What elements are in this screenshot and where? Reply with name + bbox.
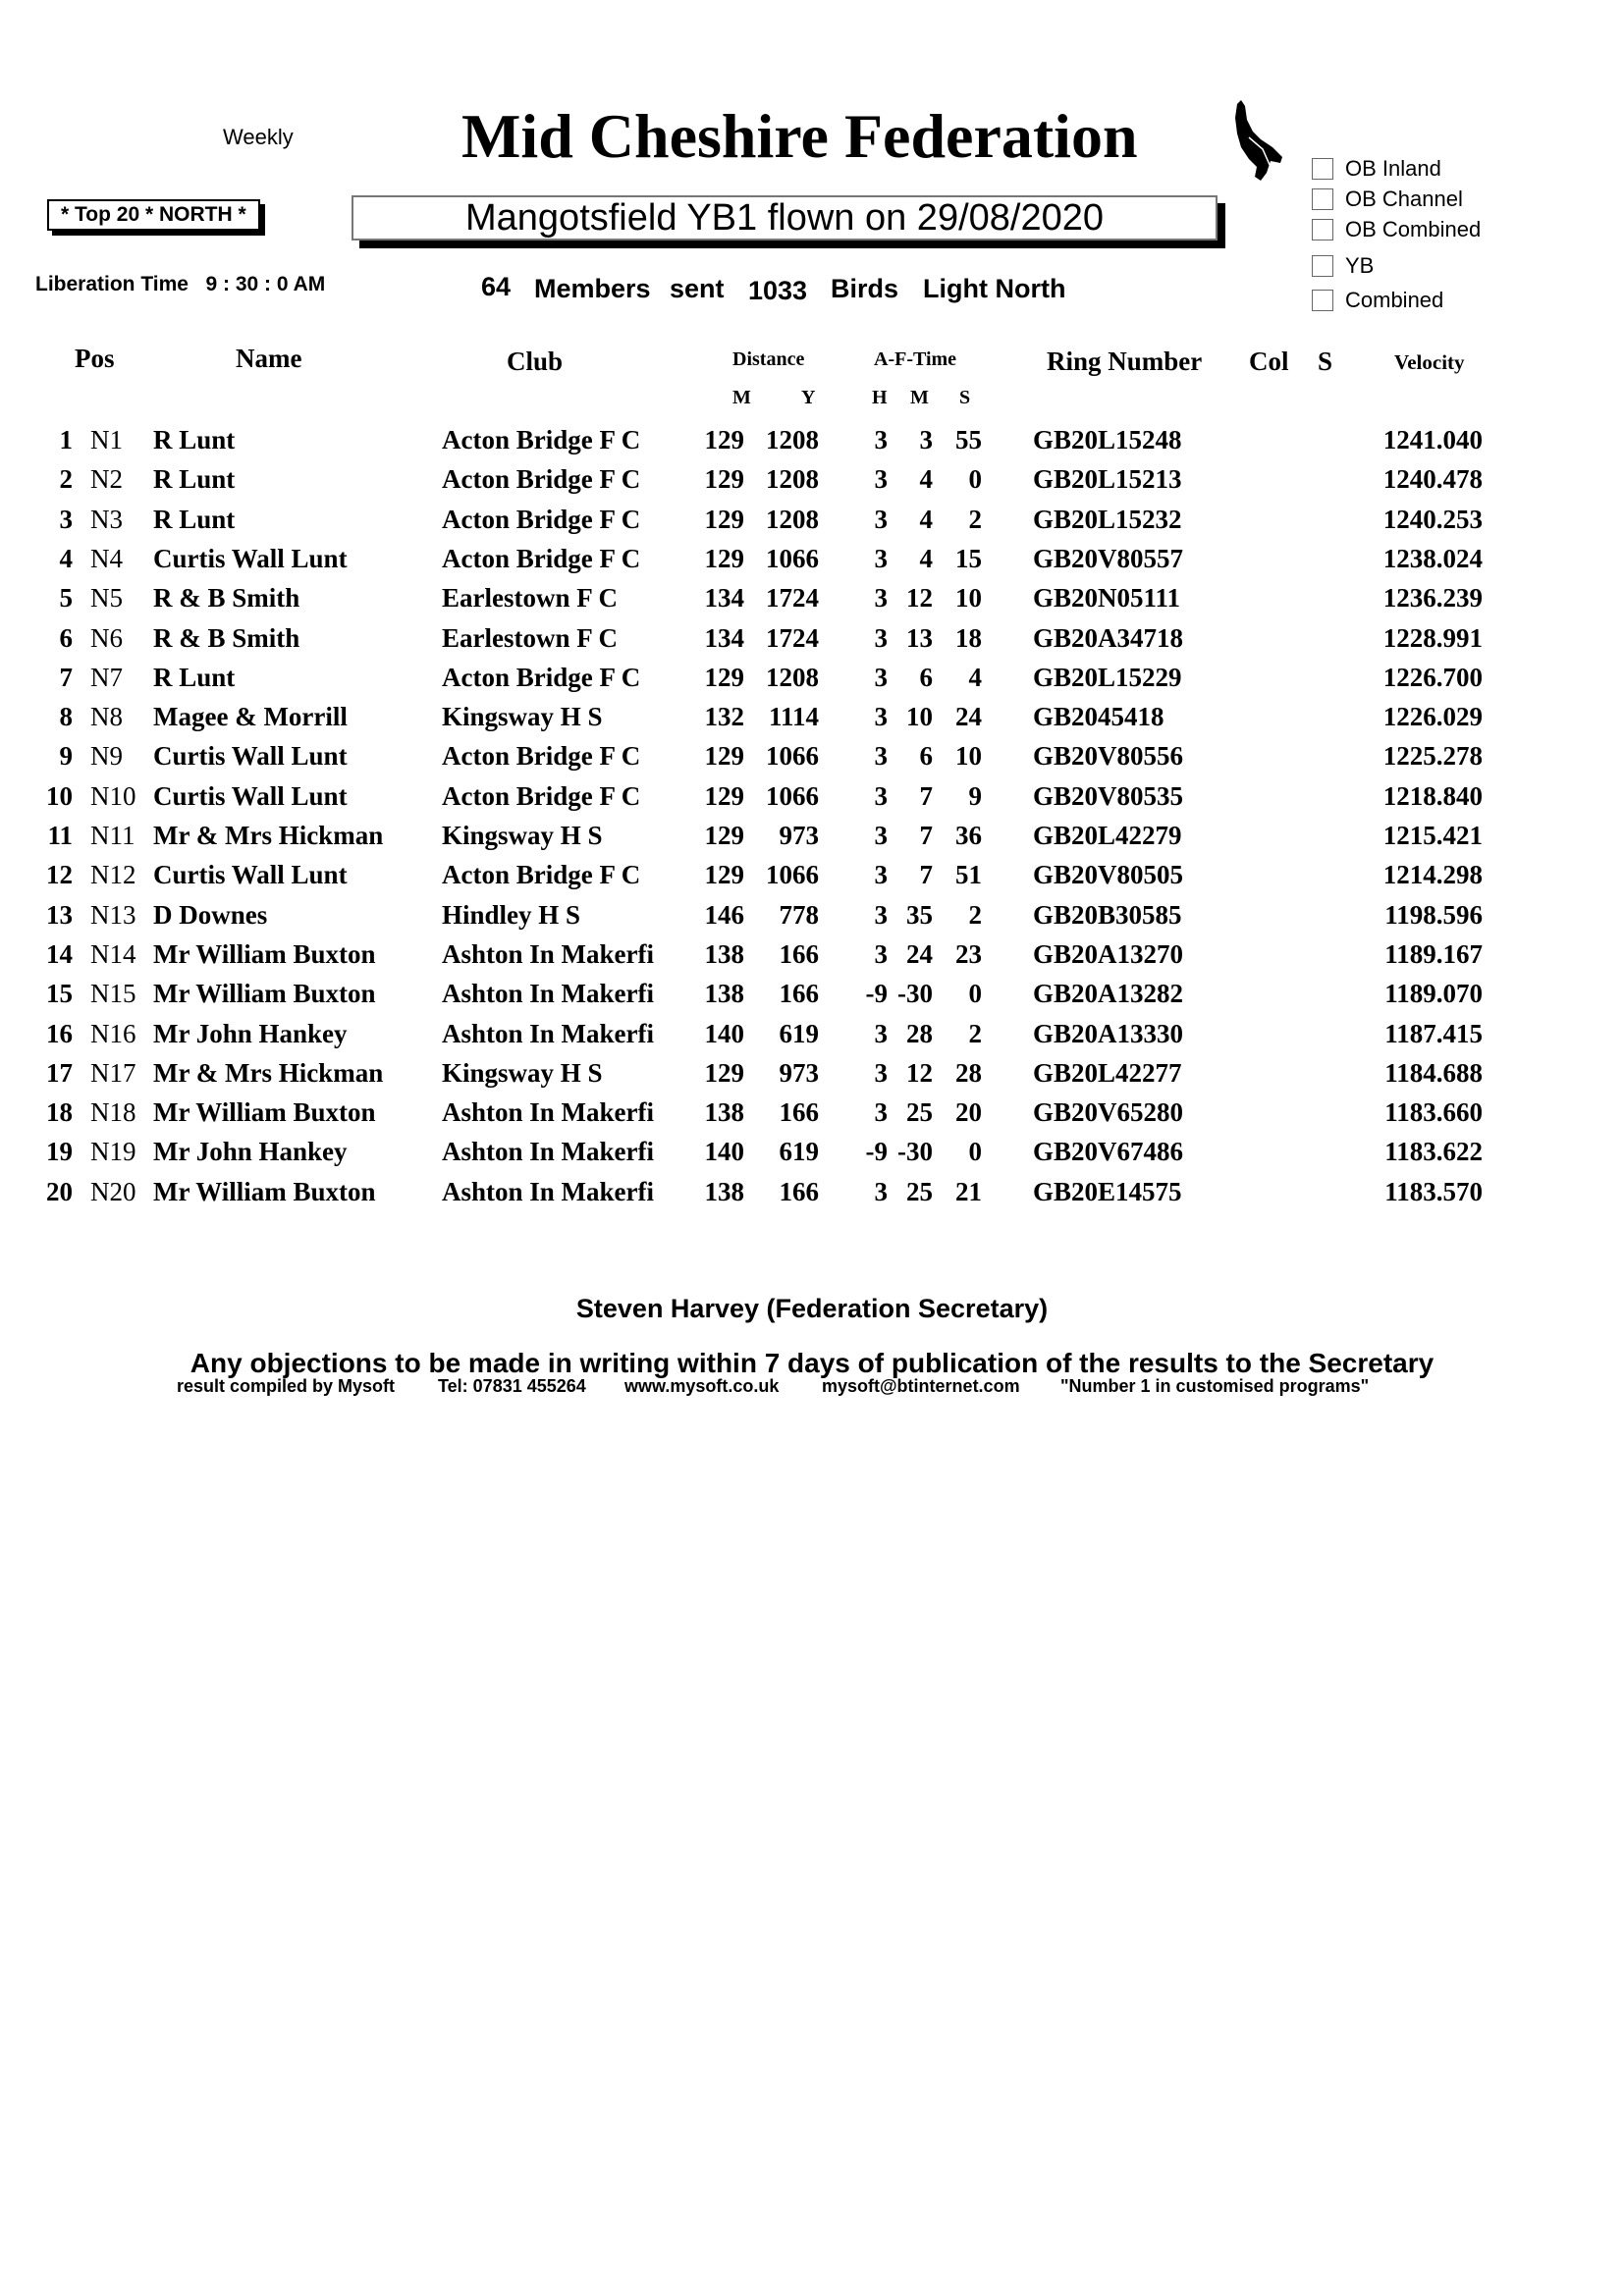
cell-miles: 132 [704, 702, 744, 732]
cell-name: Curtis Wall Lunt [153, 860, 348, 890]
cell-m: -30 [897, 1137, 933, 1167]
cell-name: Mr William Buxton [153, 979, 376, 1009]
cell-h: 3 [874, 1097, 888, 1128]
cell-h: 3 [874, 504, 888, 534]
cell-yards: 973 [779, 821, 819, 850]
cell-miles: 129 [704, 780, 744, 811]
table-row [0, 781, 1624, 821]
cell-m: 24 [906, 938, 933, 969]
members-label: Members [534, 274, 651, 303]
cell-pos: 16 [46, 1018, 73, 1048]
cell-name: Mr & Mrs Hickman [153, 821, 384, 850]
birds-count: 1033 [748, 276, 808, 305]
cell-club: Acton Bridge F C [442, 662, 641, 692]
cell-h: 3 [874, 543, 888, 573]
cell-miles: 134 [704, 583, 744, 614]
table-row [0, 425, 1624, 464]
cell-h: 3 [874, 583, 888, 614]
cell-m: 6 [919, 662, 933, 692]
cell-s: 18 [955, 622, 982, 653]
cell-pos: 15 [46, 979, 73, 1009]
table-row [0, 663, 1624, 702]
liberation-label: Liberation Time [35, 273, 189, 295]
cell-s: 10 [955, 583, 982, 614]
cell-s: 10 [955, 741, 982, 772]
table-row [0, 583, 1624, 622]
cell-ring: GB2045418 [1033, 702, 1164, 732]
cell-yards: 1066 [766, 741, 819, 772]
table-row [0, 623, 1624, 663]
cell-miles: 138 [704, 1176, 744, 1206]
cell-s: 2 [968, 1018, 982, 1048]
cell-code: N10 [90, 780, 136, 811]
cell-ring: GB20E14575 [1033, 1176, 1182, 1206]
cell-s: 2 [968, 899, 982, 930]
cell-code: N11 [90, 821, 135, 850]
cell-code: N5 [90, 583, 123, 614]
cell-pos: 2 [59, 464, 73, 495]
cell-s: 0 [968, 979, 982, 1009]
cell-pos: 8 [59, 702, 73, 732]
sent-label: sent [670, 274, 725, 303]
cell-m: 12 [906, 583, 933, 614]
cell-ring: GB20L15229 [1033, 662, 1182, 692]
cell-velocity: 1225.278 [1382, 741, 1483, 772]
cell-h: 3 [874, 425, 888, 454]
cell-club: Kingsway H S [442, 702, 603, 732]
table-row [0, 1137, 1624, 1176]
cell-code: N15 [90, 979, 136, 1009]
cell-h: 3 [874, 1176, 888, 1206]
cell-pos: 4 [59, 543, 73, 573]
cell-yards: 1114 [768, 702, 819, 732]
cell-m: 28 [906, 1018, 933, 1048]
cell-club: Ashton In Makerfi [442, 938, 655, 969]
cell-pos: 6 [59, 622, 73, 653]
cell-ring: GB20V80505 [1033, 860, 1184, 890]
cell-name: Curtis Wall Lunt [153, 741, 348, 772]
cell-ring: GB20L15213 [1033, 464, 1182, 495]
cell-code: N6 [90, 622, 123, 653]
cell-club: Kingsway H S [442, 821, 603, 850]
cell-m: 12 [906, 1057, 933, 1088]
cell-m: 4 [919, 543, 933, 573]
option-checkbox[interactable] [1312, 219, 1333, 240]
option-label: OB Combined [1345, 217, 1482, 241]
cell-s: 51 [955, 860, 982, 890]
col-aftime-hours: H [872, 387, 888, 408]
cell-ring: GB20V80535 [1033, 780, 1184, 811]
cell-h: 3 [874, 741, 888, 772]
cell-h: 3 [874, 1018, 888, 1048]
objections-notice: Any objections to be made in writing within 7 days of publication of the results to the Secretary [189, 1348, 1435, 1378]
cell-m: 13 [906, 622, 933, 653]
cell-club: Earlestown F C [442, 583, 618, 614]
cell-pos: 10 [46, 780, 73, 811]
cell-h: 3 [874, 464, 888, 495]
cell-pos: 7 [59, 662, 73, 692]
cell-h: 3 [874, 702, 888, 732]
cell-code: N17 [90, 1057, 136, 1088]
cell-club: Ashton In Makerfi [442, 1137, 655, 1167]
cell-pos: 9 [59, 741, 73, 772]
option-checkbox[interactable] [1312, 255, 1333, 277]
cell-h: 3 [874, 899, 888, 930]
cell-miles: 129 [704, 821, 744, 850]
table-row [0, 939, 1624, 979]
cell-yards: 1724 [766, 622, 819, 653]
cell-ring: GB20V80557 [1033, 543, 1184, 573]
cell-code: N9 [90, 741, 123, 772]
cell-pos: 19 [46, 1137, 73, 1167]
cell-m: 6 [919, 741, 933, 772]
cell-name: R Lunt [153, 662, 236, 692]
col-distance-yards: Y [801, 387, 816, 408]
col-distance-miles: M [732, 387, 751, 408]
cell-code: N12 [90, 860, 136, 890]
cell-s: 36 [955, 821, 982, 850]
cell-ring: GB20L15232 [1033, 504, 1182, 534]
cell-velocity: 1215.421 [1382, 821, 1483, 850]
cell-code: N19 [90, 1137, 136, 1167]
option-2[interactable] [1312, 217, 1481, 242]
option-label: Combined [1345, 288, 1444, 312]
cell-s: 0 [968, 1137, 982, 1167]
cell-yards: 1208 [766, 464, 819, 495]
cell-m: 35 [906, 899, 933, 930]
cell-miles: 146 [704, 899, 744, 930]
weekly-label: Weekly [223, 125, 294, 149]
cell-yards: 166 [779, 979, 819, 1009]
option-checkbox[interactable] [1312, 290, 1333, 311]
cell-ring: GB20L15248 [1033, 425, 1182, 454]
col-colour: Col [1249, 347, 1289, 376]
option-3[interactable] [1312, 253, 1374, 279]
col-velocity: Velocity [1394, 350, 1465, 374]
cell-velocity: 1189.070 [1384, 979, 1483, 1009]
cell-m: 7 [919, 780, 933, 811]
cell-ring: GB20L42277 [1033, 1057, 1182, 1088]
cell-name: Mr William Buxton [153, 1097, 376, 1128]
page-title: Mid Cheshire Federation [461, 101, 1138, 171]
cell-velocity: 1214.298 [1382, 860, 1483, 890]
cell-yards: 619 [779, 1018, 819, 1048]
cell-club: Ashton In Makerfi [442, 1176, 655, 1206]
cell-ring: GB20B30585 [1033, 899, 1182, 930]
cell-code: N8 [90, 702, 123, 732]
col-club: Club [507, 347, 564, 376]
cell-m: 25 [906, 1176, 933, 1206]
cell-name: R Lunt [153, 504, 236, 534]
cell-s: 2 [968, 504, 982, 534]
option-label: OB Inland [1345, 156, 1441, 181]
cell-name: Mr John Hankey [153, 1018, 348, 1048]
table-row [0, 741, 1624, 780]
footer-website[interactable]: www.mysoft.co.uk [624, 1376, 780, 1396]
cell-code: N20 [90, 1176, 136, 1206]
cell-club: Kingsway H S [442, 1057, 603, 1088]
cell-ring: GB20V80556 [1033, 741, 1184, 772]
footer-slogan: "Number 1 in customised programs" [1060, 1376, 1370, 1396]
cell-miles: 129 [704, 543, 744, 573]
option-checkbox[interactable] [1312, 188, 1333, 210]
cell-velocity: 1183.660 [1384, 1097, 1483, 1128]
col-pos: Pos [75, 344, 115, 373]
cell-ring: GB20N05111 [1033, 583, 1181, 614]
col-aftime: A-F-Time [874, 348, 957, 370]
table-row [0, 821, 1624, 860]
cell-yards: 1066 [766, 780, 819, 811]
cell-velocity: 1236.239 [1382, 583, 1483, 614]
cell-code: N1 [90, 425, 123, 454]
cell-velocity: 1240.253 [1382, 504, 1483, 534]
footer-email[interactable]: mysoft@btinternet.com [822, 1376, 1020, 1396]
cell-s: 0 [968, 464, 982, 495]
cell-ring: GB20A34718 [1033, 622, 1184, 653]
cell-code: N13 [90, 899, 136, 930]
cell-club: Earlestown F C [442, 622, 618, 653]
cell-club: Hindley H S [442, 899, 581, 930]
cell-miles: 129 [704, 464, 744, 495]
cell-club: Acton Bridge F C [442, 780, 641, 811]
cell-ring: GB20A13330 [1033, 1018, 1184, 1048]
table-row [0, 505, 1624, 544]
cell-name: Mr William Buxton [153, 1176, 376, 1206]
cell-pos: 13 [46, 899, 73, 930]
cell-name: R & B Smith [153, 583, 300, 614]
cell-club: Acton Bridge F C [442, 504, 641, 534]
cell-m: -30 [897, 979, 933, 1009]
cell-yards: 166 [779, 1176, 819, 1206]
cell-club: Acton Bridge F C [442, 543, 641, 573]
cell-club: Acton Bridge F C [442, 741, 641, 772]
cell-code: N2 [90, 464, 123, 495]
cell-velocity: 1226.700 [1382, 662, 1483, 692]
cell-name: Mr William Buxton [153, 938, 376, 969]
compiled-by: result compiled by Mysoft [177, 1376, 396, 1396]
cell-m: 25 [906, 1097, 933, 1128]
cell-velocity: 1228.991 [1382, 622, 1483, 653]
cell-miles: 138 [704, 979, 744, 1009]
members-count: 64 [481, 272, 512, 301]
table-row [0, 464, 1624, 504]
cell-m: 4 [919, 504, 933, 534]
cell-h: 3 [874, 938, 888, 969]
cell-code: N14 [90, 938, 136, 969]
cell-pos: 20 [46, 1176, 73, 1206]
table-row [0, 979, 1624, 1018]
footer-phone: Tel: 07831 455264 [438, 1376, 586, 1396]
cell-ring: GB20A13282 [1033, 979, 1184, 1009]
cell-miles: 140 [704, 1137, 744, 1167]
option-checkbox[interactable] [1312, 158, 1333, 180]
option-label: YB [1345, 253, 1375, 278]
cell-yards: 1208 [766, 662, 819, 692]
table-row [0, 900, 1624, 939]
cell-s: 4 [968, 662, 982, 692]
cell-h: 3 [874, 860, 888, 890]
cell-club: Acton Bridge F C [442, 425, 641, 454]
top20-tag: * Top 20 * NORTH * [47, 199, 260, 231]
cell-yards: 166 [779, 938, 819, 969]
col-name: Name [236, 344, 302, 373]
cell-velocity: 1184.688 [1384, 1057, 1483, 1088]
cell-yards: 778 [779, 899, 819, 930]
cell-s: 15 [955, 543, 982, 573]
cell-s: 55 [955, 425, 982, 454]
cell-miles: 140 [704, 1018, 744, 1048]
table-row [0, 1058, 1624, 1097]
cell-velocity: 1198.596 [1384, 899, 1483, 930]
cell-velocity: 1226.029 [1382, 702, 1483, 732]
cell-miles: 138 [704, 938, 744, 969]
table-row [0, 544, 1624, 583]
cell-h: 3 [874, 622, 888, 653]
wind-direction: Light North [923, 274, 1066, 303]
table-row [0, 1177, 1624, 1216]
option-4[interactable] [1312, 288, 1443, 313]
cell-velocity: 1238.024 [1382, 543, 1483, 573]
cell-name: Magee & Morrill [153, 702, 348, 732]
cell-yards: 166 [779, 1097, 819, 1128]
cell-velocity: 1183.622 [1384, 1137, 1483, 1167]
cell-name: R & B Smith [153, 622, 300, 653]
cell-h: 3 [874, 662, 888, 692]
option-0[interactable] [1312, 156, 1441, 182]
cell-ring: GB20L42279 [1033, 821, 1182, 850]
race-title: Mangotsfield YB1 flown on 29/08/2020 [465, 197, 1104, 239]
option-label: OB Channel [1345, 187, 1463, 211]
cell-h: -9 [865, 979, 888, 1009]
cell-yards: 973 [779, 1057, 819, 1088]
cell-club: Ashton In Makerfi [442, 1097, 655, 1128]
cell-code: N18 [90, 1097, 136, 1128]
cell-s: 9 [968, 780, 982, 811]
cell-pos: 3 [59, 504, 73, 534]
cell-h: -9 [865, 1137, 888, 1167]
cell-ring: GB20A13270 [1033, 938, 1184, 969]
cell-m: 4 [919, 464, 933, 495]
table-row [0, 702, 1624, 741]
cell-code: N7 [90, 662, 123, 692]
cell-pos: 11 [47, 821, 73, 850]
cell-pos: 1 [59, 425, 73, 454]
cell-miles: 134 [704, 622, 744, 653]
cell-velocity: 1189.167 [1384, 938, 1483, 969]
cell-name: R Lunt [153, 464, 236, 495]
cell-yards: 1208 [766, 425, 819, 454]
cell-ring: GB20V67486 [1033, 1137, 1184, 1167]
cell-s: 24 [955, 702, 982, 732]
race-title-box [352, 195, 1218, 240]
birds-label: Birds [831, 274, 899, 303]
cell-pos: 17 [46, 1057, 73, 1088]
cell-yards: 1208 [766, 504, 819, 534]
cell-m: 10 [906, 702, 933, 732]
cell-s: 20 [955, 1097, 982, 1128]
cell-code: N16 [90, 1018, 136, 1048]
cell-velocity: 1241.040 [1382, 425, 1483, 454]
cell-pos: 14 [46, 938, 73, 969]
cell-club: Ashton In Makerfi [442, 979, 655, 1009]
cell-miles: 129 [704, 504, 744, 534]
cell-s: 28 [955, 1057, 982, 1088]
cell-velocity: 1183.570 [1384, 1176, 1483, 1206]
table-row [0, 860, 1624, 899]
cell-pos: 5 [59, 583, 73, 614]
cell-code: N4 [90, 543, 123, 573]
col-aftime-minutes: M [910, 387, 929, 408]
cell-yards: 1724 [766, 583, 819, 614]
col-ring-number: Ring Number [1047, 347, 1203, 376]
cell-ring: GB20V65280 [1033, 1097, 1184, 1128]
cell-h: 3 [874, 821, 888, 850]
cell-yards: 1066 [766, 543, 819, 573]
cell-yards: 1066 [766, 860, 819, 890]
cell-name: Curtis Wall Lunt [153, 543, 348, 573]
col-aftime-seconds: S [959, 387, 971, 408]
cell-pos: 12 [46, 860, 73, 890]
cell-m: 3 [919, 425, 933, 454]
cell-club: Ashton In Makerfi [442, 1018, 655, 1048]
cell-velocity: 1187.415 [1384, 1018, 1483, 1048]
cell-s: 21 [955, 1176, 982, 1206]
cell-miles: 129 [704, 741, 744, 772]
cell-m: 7 [919, 821, 933, 850]
cell-club: Acton Bridge F C [442, 860, 641, 890]
table-row [0, 1019, 1624, 1058]
cell-s: 23 [955, 938, 982, 969]
cell-miles: 138 [704, 1097, 744, 1128]
option-1[interactable] [1312, 187, 1463, 212]
liberation-value: 9 : 30 : 0 AM [205, 273, 326, 295]
cell-h: 3 [874, 780, 888, 811]
cell-h: 3 [874, 1057, 888, 1088]
cell-velocity: 1218.840 [1382, 780, 1483, 811]
cell-miles: 129 [704, 1057, 744, 1088]
cell-name: R Lunt [153, 425, 236, 454]
cell-code: N3 [90, 504, 123, 534]
cell-velocity: 1240.478 [1382, 464, 1483, 495]
pigeon-icon [1227, 98, 1286, 183]
cell-yards: 619 [779, 1137, 819, 1167]
cell-pos: 18 [46, 1097, 73, 1128]
cell-name: Mr John Hankey [153, 1137, 348, 1167]
col-distance: Distance [732, 348, 805, 370]
cell-m: 7 [919, 860, 933, 890]
cell-name: Mr & Mrs Hickman [153, 1057, 384, 1088]
table-row [0, 1097, 1624, 1137]
cell-club: Acton Bridge F C [442, 464, 641, 495]
cell-miles: 129 [704, 662, 744, 692]
cell-name: Curtis Wall Lunt [153, 780, 348, 811]
cell-miles: 129 [704, 425, 744, 454]
liberation-time [35, 273, 325, 296]
cell-miles: 129 [704, 860, 744, 890]
secretary-line: Steven Harvey (Federation Secretary) [575, 1294, 1049, 1323]
col-sex: S [1318, 347, 1333, 376]
cell-name: D Downes [153, 899, 268, 930]
